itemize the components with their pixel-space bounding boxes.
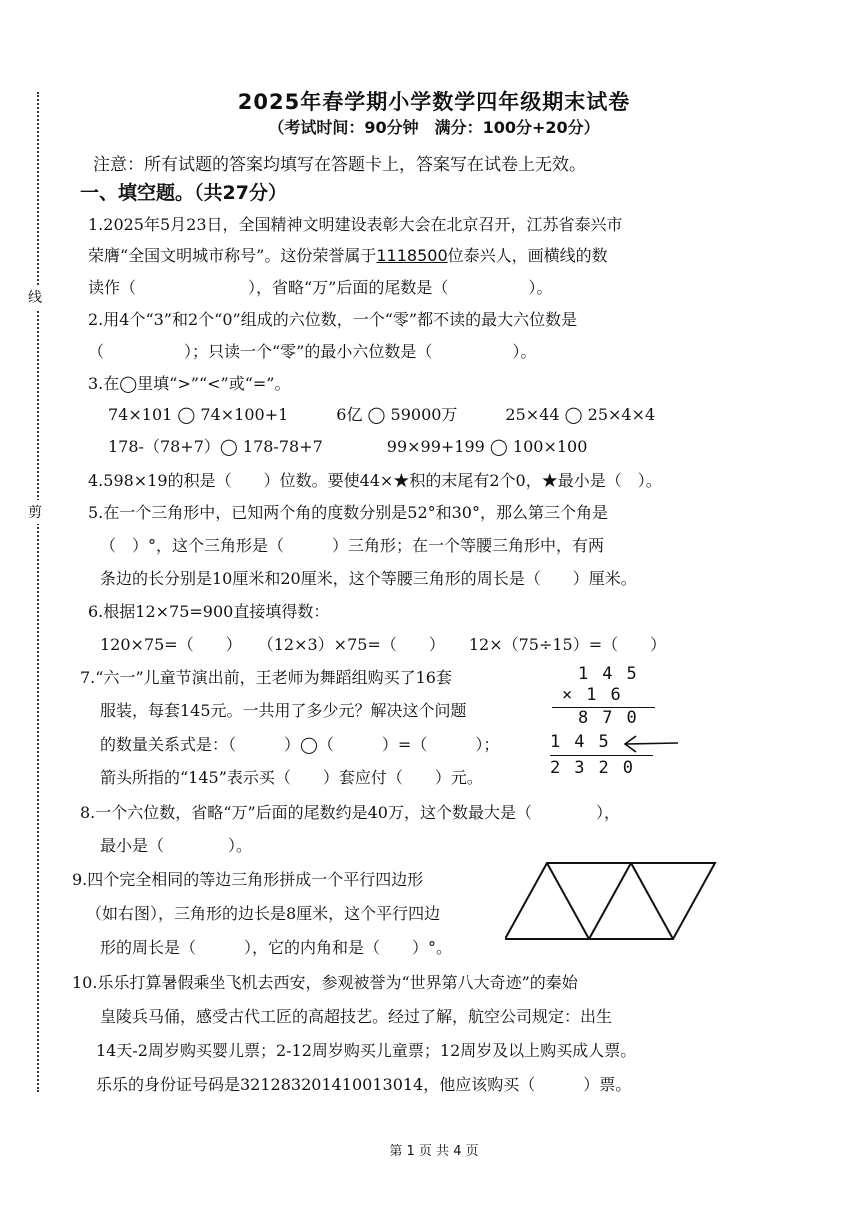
q5-line-1: 5.在一个三角形中，已知两个角的度数分别是52°和30°，那么第三个角是: [88, 503, 608, 522]
calc-product: 2320: [550, 758, 647, 778]
q7-line-2: 服装，每套145元。一共用了多少元？解决这个问题: [100, 701, 467, 720]
q1-line-1: 1.2025年5月23日，全国精神文明建设表彰大会在北京召开，江苏省泰兴市: [88, 215, 623, 234]
q8-line-1: 8.一个六位数，省略“万”后面的尾数约是40万，这个数最大是（ ），: [80, 803, 620, 822]
q5-line-2: （ ）°，这个三角形是（ ）三角形；在一个等腰三角形中，有两: [100, 536, 605, 555]
q6-line-2: 120×75=（ ） （12×3）×75=（ ） 12×（75÷15）=（ ）: [100, 635, 667, 654]
binding-dotted-line: [37, 92, 39, 1092]
q2-line-1: 2.用4个“3”和2个“0”组成的六位数，一个“零”都不读的最大六位数是: [88, 310, 578, 329]
exam-title: 2025年春学期小学数学四年级期末试卷: [237, 90, 631, 114]
q10-line-1: 10.乐乐打算暑假乘坐飞机去西安，参观被誉为“世界第八大奇迹”的秦始: [72, 973, 578, 992]
q1-underlined-number: 1118500: [376, 246, 448, 265]
q1-line-3: 读作（ ），省略“万”后面的尾数是（ ）。: [88, 278, 553, 297]
q10-line-4: 乐乐的身份证号码是321283201410013014，他应该购买（ ）票。: [96, 1075, 632, 1094]
q10-line-2: 皇陵兵马俑，感受古代工匠的高超技艺。经过了解，航空公司规定：出生: [100, 1007, 613, 1026]
q3-line-1: 3.在◯里填“>”“<”或“=”。: [88, 374, 291, 393]
section-heading-fill-blanks: 一、填空题。（共27分）: [80, 182, 287, 204]
exam-subtitle: （考试时间：90分钟 满分：100分+20分）: [268, 118, 600, 137]
binding-label-xian: 线: [28, 285, 42, 309]
q8-line-2: 最小是（ ）。: [100, 836, 253, 855]
q9-line-2: （如右图），三角形的边长是8厘米，这个平行四边: [86, 904, 441, 923]
calc-rule-2: [550, 755, 653, 756]
q7-line-1: 7.“六一”儿童节演出前，王老师为舞蹈组购买了16套: [80, 668, 452, 687]
q2-line-2: （ ）；只读一个“零”的最小六位数是（ ）。: [88, 342, 537, 361]
q3-line-2: 74×101 ◯ 74×100+1 6亿 ◯ 59000万 25×44 ◯ 25×4×4: [108, 405, 656, 424]
vertical-multiplication: [540, 662, 690, 782]
binding-label-jian: 剪: [28, 500, 42, 524]
q1-line-2-text-b: 位泰兴人，画横线的数: [447, 246, 608, 265]
question-4: 4.598×19的积是（ ）位数。要使44×★积的末尾有2个0，★最小是（ ）。: [88, 471, 662, 490]
q7-line-4: 箭头所指的“145”表示买（ ）套应付（ ）元。: [100, 768, 483, 787]
parallelogram-of-triangles-figure: [505, 860, 720, 944]
q6-line-1: 6.根据12×75=900直接填得数：: [88, 602, 330, 621]
calc-multiplicand: 145: [578, 664, 651, 684]
q1-line-2-text-a: 荣膺“全国文明城市称号”。这份荣誉属于: [88, 246, 377, 265]
arrow-left-icon: [620, 734, 680, 754]
page-footer: 第 1 页 共 4 页: [389, 1144, 479, 1159]
q9-line-1: 9.四个完全相同的等边三角形拼成一个平行四边形: [72, 870, 424, 889]
q3-line-3: 178-（78+7）◯ 178-78+7 99×99+199 ◯ 100×100: [108, 437, 588, 456]
calc-partial-2: 145: [550, 732, 623, 752]
q10-line-3: 14天-2周岁购买婴儿票；2-12周岁购买儿童票；12周岁及以上购买成人票。: [96, 1041, 637, 1060]
q7-line-3: 的数量关系式是：（ ）◯（ ）=（ ）；: [100, 735, 500, 754]
q1-line-2: [88, 243, 608, 266]
q9-line-3: 形的周长是（ ），它的内角和是（ ）°。: [100, 938, 453, 957]
calc-multiplier: ×16: [562, 685, 635, 705]
exam-notice: 注意：所有试题的答案均填写在答题卡上，答案写在试卷上无效。: [93, 155, 586, 175]
calc-partial-1: 870: [578, 708, 651, 728]
q5-line-3: 条边的长分别是10厘米和20厘米，这个等腰三角形的周长是（ ）厘米。: [100, 569, 637, 588]
